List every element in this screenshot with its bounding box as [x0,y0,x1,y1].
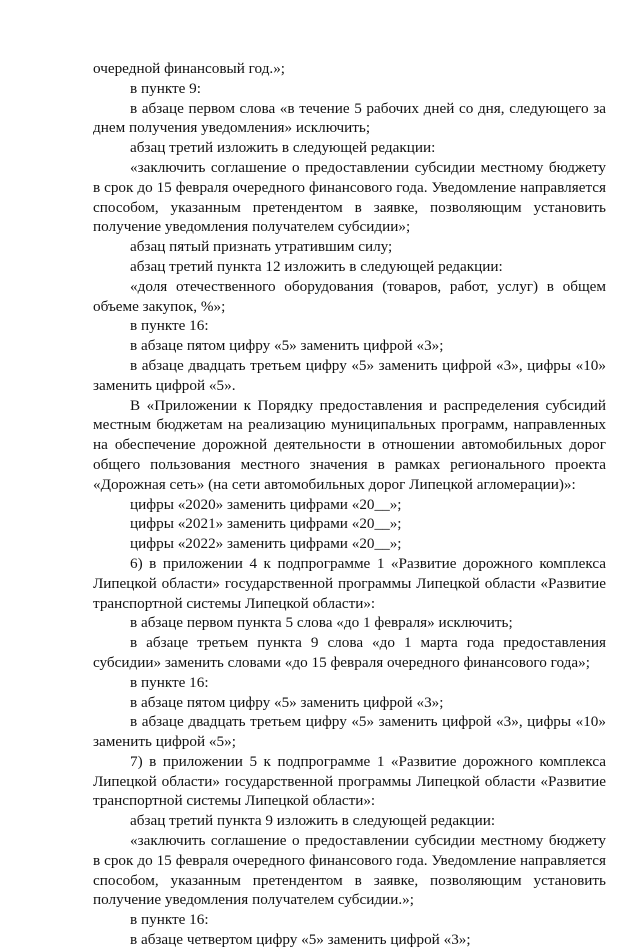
paragraph: в пункте 16: [130,911,209,929]
paragraph: в абзаце первом слова «в течение 5 рабочих дней со дня, следующего за днем получения уведомления» исключить; [93,99,606,137]
paragraph: 6) в приложении 4 к подпрограмме 1 «Развитие дорожного комплекса Липецкой области» государственной программы Липецкой области «Развитие транспортной системы Липецкой области»: [93,554,606,612]
paragraph: в пункте 16: [130,317,209,335]
paragraph: цифры «2021» заменить цифрами «20__»; [130,515,402,533]
paragraph: цифры «2022» заменить цифрами «20__»; [130,535,402,553]
paragraph: В «Приложении к Порядку предоставления и распределения субсидий местным бюджетам на реализацию муниципальных программ, направленных на обеспечение дорожной деятельности в отношении автомобильных дорог общего пользования местного значения в рамках регионального проекта «Дорожная сеть» (на сети автомобильных дорог Липецкой агломерации)»: [93,396,606,493]
paragraph: 7) в приложении 5 к подпрограмме 1 «Развитие дорожного комплекса Липецкой области» государственной программы Липецкой области «Развитие транспортной системы Липецкой области»: [93,752,606,810]
paragraph: абзац третий изложить в следующей редакции: [130,139,436,157]
paragraph: в абзаце пятом цифру «5» заменить цифрой «3»; [130,693,444,711]
document-body [93,59,606,950]
paragraph: в абзаце пятом цифру «5» заменить цифрой «3»; [130,337,444,355]
paragraph: в абзаце третьем пункта 9 слова «до 1 марта года предоставления субсидии» заменить словами «до 15 февраля очередного финансового года»; [93,634,606,671]
paragraph: в пункте 16: [130,673,209,691]
paragraph: абзац пятый признать утратившим силу; [130,238,393,256]
paragraph: в пункте 9: [130,79,201,97]
paragraph: «заключить соглашение о предоставлении субсидии местному бюджету в срок до 15 февраля очередного финансового года. Уведомление направляется способом, указанным претендентом в заявке, позволяющим установить получение уведомления получателем субсидии»; [93,158,606,236]
paragraph: «заключить соглашение о предоставлении субсидии местному бюджету в срок до 15 февраля очередного финансового года. Уведомление направляется способом, указанным претендентом в заявке, позволяющим установить получение уведомления получателем субсидии.»; [93,832,606,909]
paragraph: в абзаце четвертом цифру «5» заменить цифрой «3»; [130,931,471,949]
paragraph: цифры «2020» заменить цифрами «20__»; [130,495,402,513]
paragraph: абзац третий пункта 12 изложить в следующей редакции: [130,257,503,275]
paragraph: «доля отечественного оборудования (товаров, работ, услуг) в общем объеме закупок, %»; [93,277,606,315]
paragraph: очередной финансовый год.»; [93,60,286,77]
paragraph: в абзаце двадцать третьем цифру «5» заменить цифрой «3», цифры «10» заменить цифрой «5». [93,356,606,394]
paragraph: абзац третий пункта 9 изложить в следующей редакции: [130,812,496,830]
paragraph: в абзаце первом пункта 5 слова «до 1 февраля» исключить; [130,614,513,632]
paragraph: в абзаце двадцать третьем цифру «5» заменить цифрой «3», цифры «10» заменить цифрой «5»; [93,713,606,751]
